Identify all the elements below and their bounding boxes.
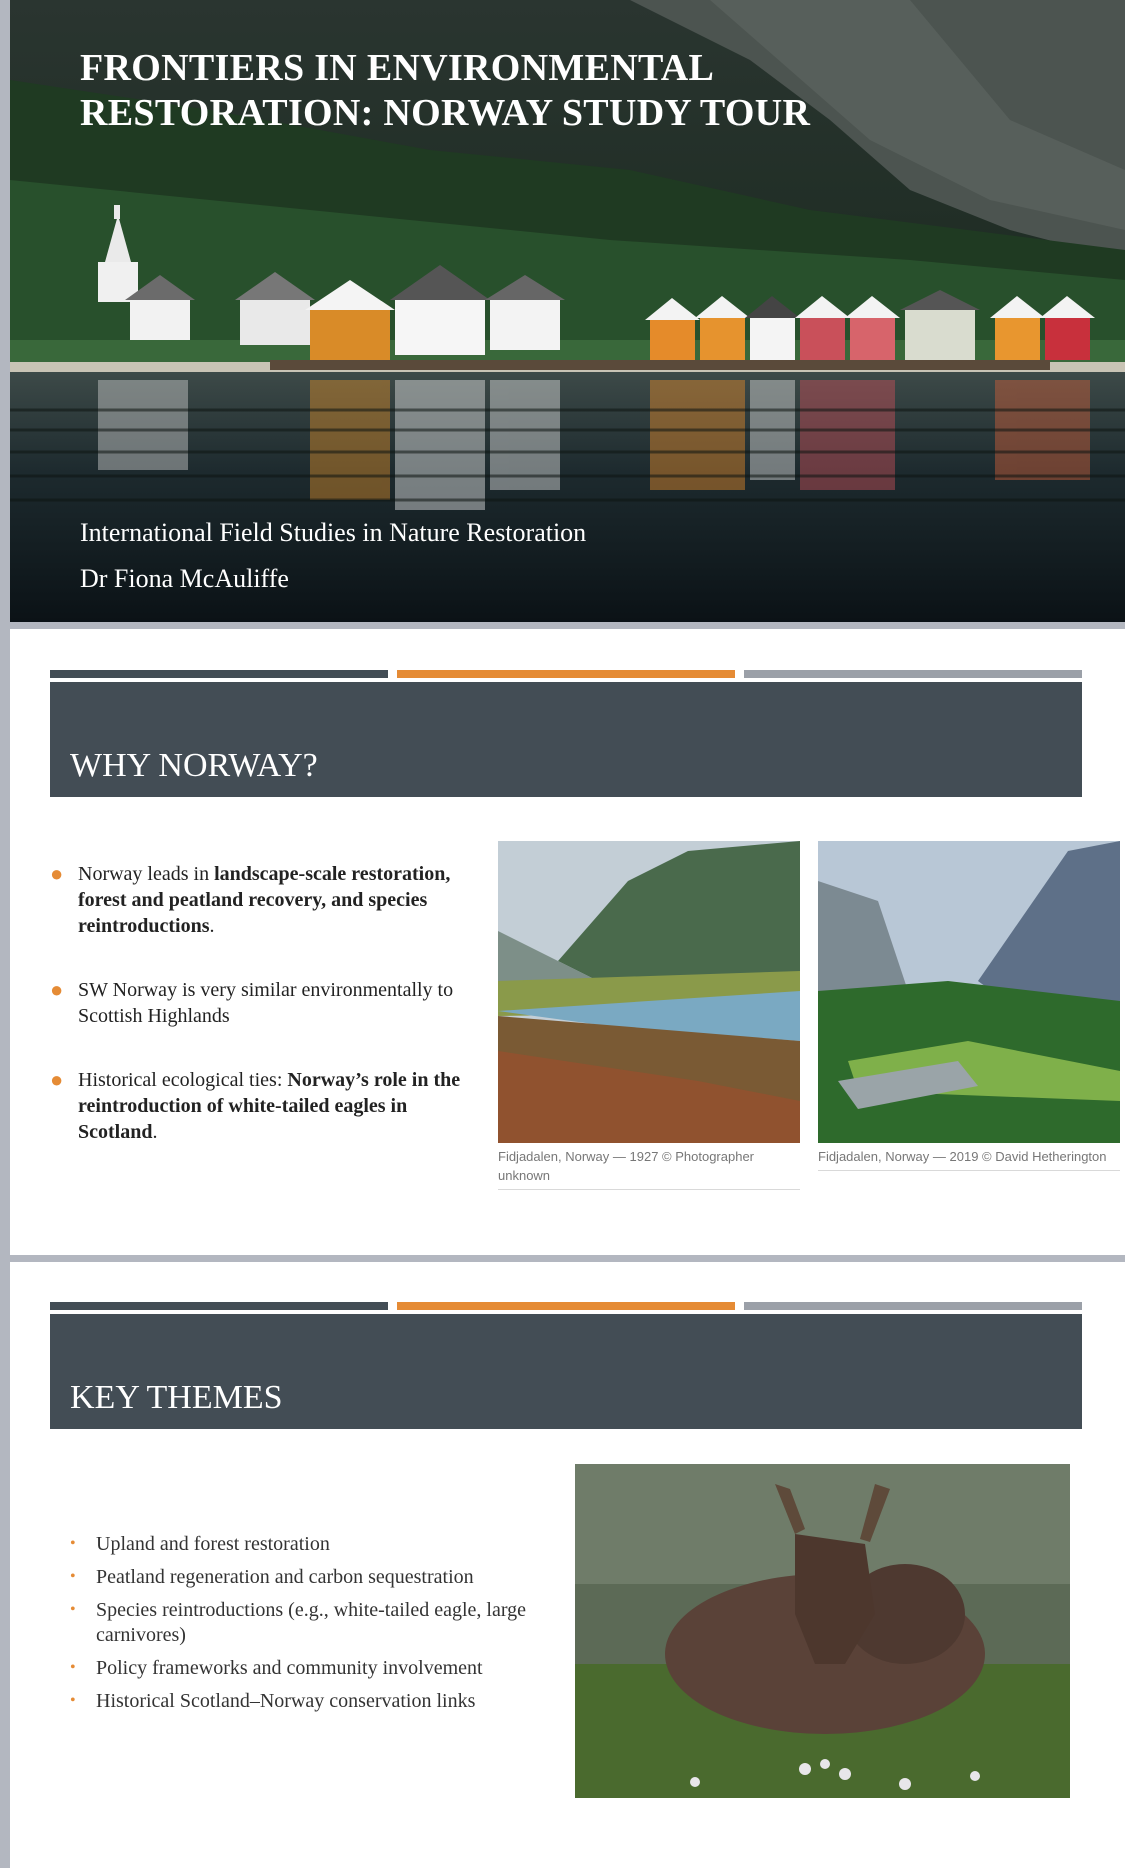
bullet-list <box>70 1532 570 1722</box>
bullet-list <box>50 861 490 1183</box>
fidjadalen-1927-photo[interactable] <box>498 841 800 1143</box>
slide-heading: WHY NORWAY? <box>70 747 318 784</box>
bullet-dot-icon: • <box>70 1659 76 1676</box>
list-item: ● Norway leads in landscape-scale restoration, forest and peatland recovery, and species reintroductions. <box>50 861 451 937</box>
slide-author: Dr Fiona McAuliffe <box>80 564 289 593</box>
bullet-dot-icon: • <box>70 1692 76 1709</box>
list-item: • Species reintroductions (e.g., white-tailed eagle, large carnivores) <box>70 1599 527 1646</box>
title-line-1: FRONTIERS IN ENVIRONMENTAL <box>80 47 715 89</box>
bullet-dot-icon: ● <box>50 1067 64 1092</box>
accent-bar-grey <box>744 670 1082 678</box>
bullet-dot-icon: • <box>70 1535 76 1552</box>
moose-photo[interactable] <box>575 1464 1070 1798</box>
list-item: ● Historical ecological ties: Norway’s role in the reintroduction of white-tailed eagles in Scotland. <box>50 1067 461 1143</box>
accent-bar-slate <box>50 670 388 678</box>
why-norway-slide[interactable] <box>10 629 1125 1255</box>
list-item: • Historical Scotland–Norway conservation links <box>70 1690 476 1712</box>
slide-heading: KEY THEMES <box>70 1379 283 1416</box>
fidjadalen-2019-photo[interactable] <box>818 841 1120 1143</box>
bullet-dot-icon: ● <box>50 977 64 1002</box>
title-line-2: RESTORATION: NORWAY STUDY TOUR <box>80 92 811 134</box>
bullet-dot-icon: • <box>70 1601 76 1618</box>
bullet-dot-icon: • <box>70 1568 76 1585</box>
accent-bar-orange <box>397 670 735 678</box>
list-item: ● SW Norway is very similar environmentally to Scottish Highlands <box>50 977 454 1027</box>
photo-caption-2019: Fidjadalen, Norway — 2019 © David Hetherington <box>818 1147 1120 1171</box>
slide-title <box>80 46 980 136</box>
heading-banner <box>50 1314 1082 1429</box>
photo-caption-1927: Fidjadalen, Norway — 1927 © Photographer unknown <box>498 1147 800 1190</box>
slide-subtitle: International Field Studies in Nature Restoration <box>80 518 587 547</box>
list-item: • Upland and forest restoration <box>70 1533 330 1555</box>
accent-bar-orange <box>397 1302 735 1310</box>
title-slide[interactable] <box>10 0 1125 622</box>
accent-bar-grey <box>744 1302 1082 1310</box>
list-item: • Peatland regeneration and carbon sequestration <box>70 1566 474 1588</box>
list-item: • Policy frameworks and community involvement <box>70 1657 483 1679</box>
bullet-dot-icon: ● <box>50 861 64 886</box>
accent-bar-slate <box>50 1302 388 1310</box>
key-themes-slide[interactable] <box>10 1262 1125 1868</box>
heading-banner <box>50 682 1082 797</box>
